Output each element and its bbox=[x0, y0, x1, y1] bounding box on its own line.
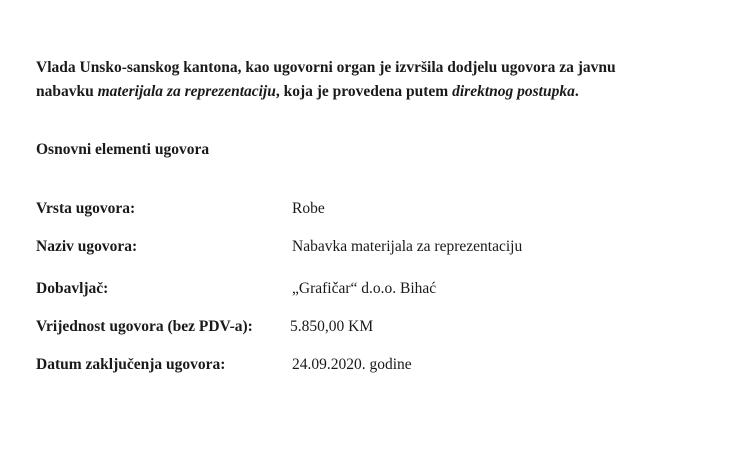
field-label-supplier: Dobavljač: bbox=[36, 280, 109, 297]
field-label-contract-type: Vrsta ugovora: bbox=[36, 200, 136, 217]
field-row-contract-date bbox=[36, 356, 726, 378]
intro-line-2 bbox=[36, 80, 726, 104]
field-row-contract-name bbox=[36, 238, 726, 260]
field-value-contract-date: 24.09.2020. godine bbox=[292, 356, 412, 373]
field-label-contract-date: Datum zaključenja ugovora: bbox=[36, 356, 226, 373]
field-row-contract-type bbox=[36, 200, 726, 222]
intro-line-2-prefix: nabavku bbox=[36, 83, 98, 100]
field-label-contract-value: Vrijednost ugovora (bez PDV-a): bbox=[36, 318, 253, 335]
section-title: Osnovni elementi ugovora bbox=[36, 141, 210, 158]
field-row-contract-value bbox=[36, 318, 726, 340]
intro-subject-emphasis: materijala za reprezentaciju bbox=[97, 83, 276, 100]
field-value-contract-name: Nabavka materijala za reprezentaciju bbox=[292, 238, 523, 255]
field-label-contract-name: Naziv ugovora: bbox=[36, 238, 138, 255]
field-value-supplier: „Grafičar“ d.o.o. Bihać bbox=[292, 280, 437, 297]
intro-paragraph bbox=[36, 56, 726, 104]
intro-line-2-middle: , koja je provedena putem bbox=[275, 83, 453, 100]
field-value-contract-type: Robe bbox=[292, 200, 325, 217]
intro-procedure-emphasis: direktnog postupka bbox=[452, 83, 575, 100]
field-value-contract-value: 5.850,00 KM bbox=[290, 318, 374, 335]
field-row-supplier bbox=[36, 280, 726, 302]
intro-line-1: Vlada Unsko-sanskog kantona, kao ugovorni organ je izvršila dodjelu ugovora za javnu bbox=[36, 59, 616, 76]
intro-line-2-suffix: . bbox=[574, 83, 579, 100]
